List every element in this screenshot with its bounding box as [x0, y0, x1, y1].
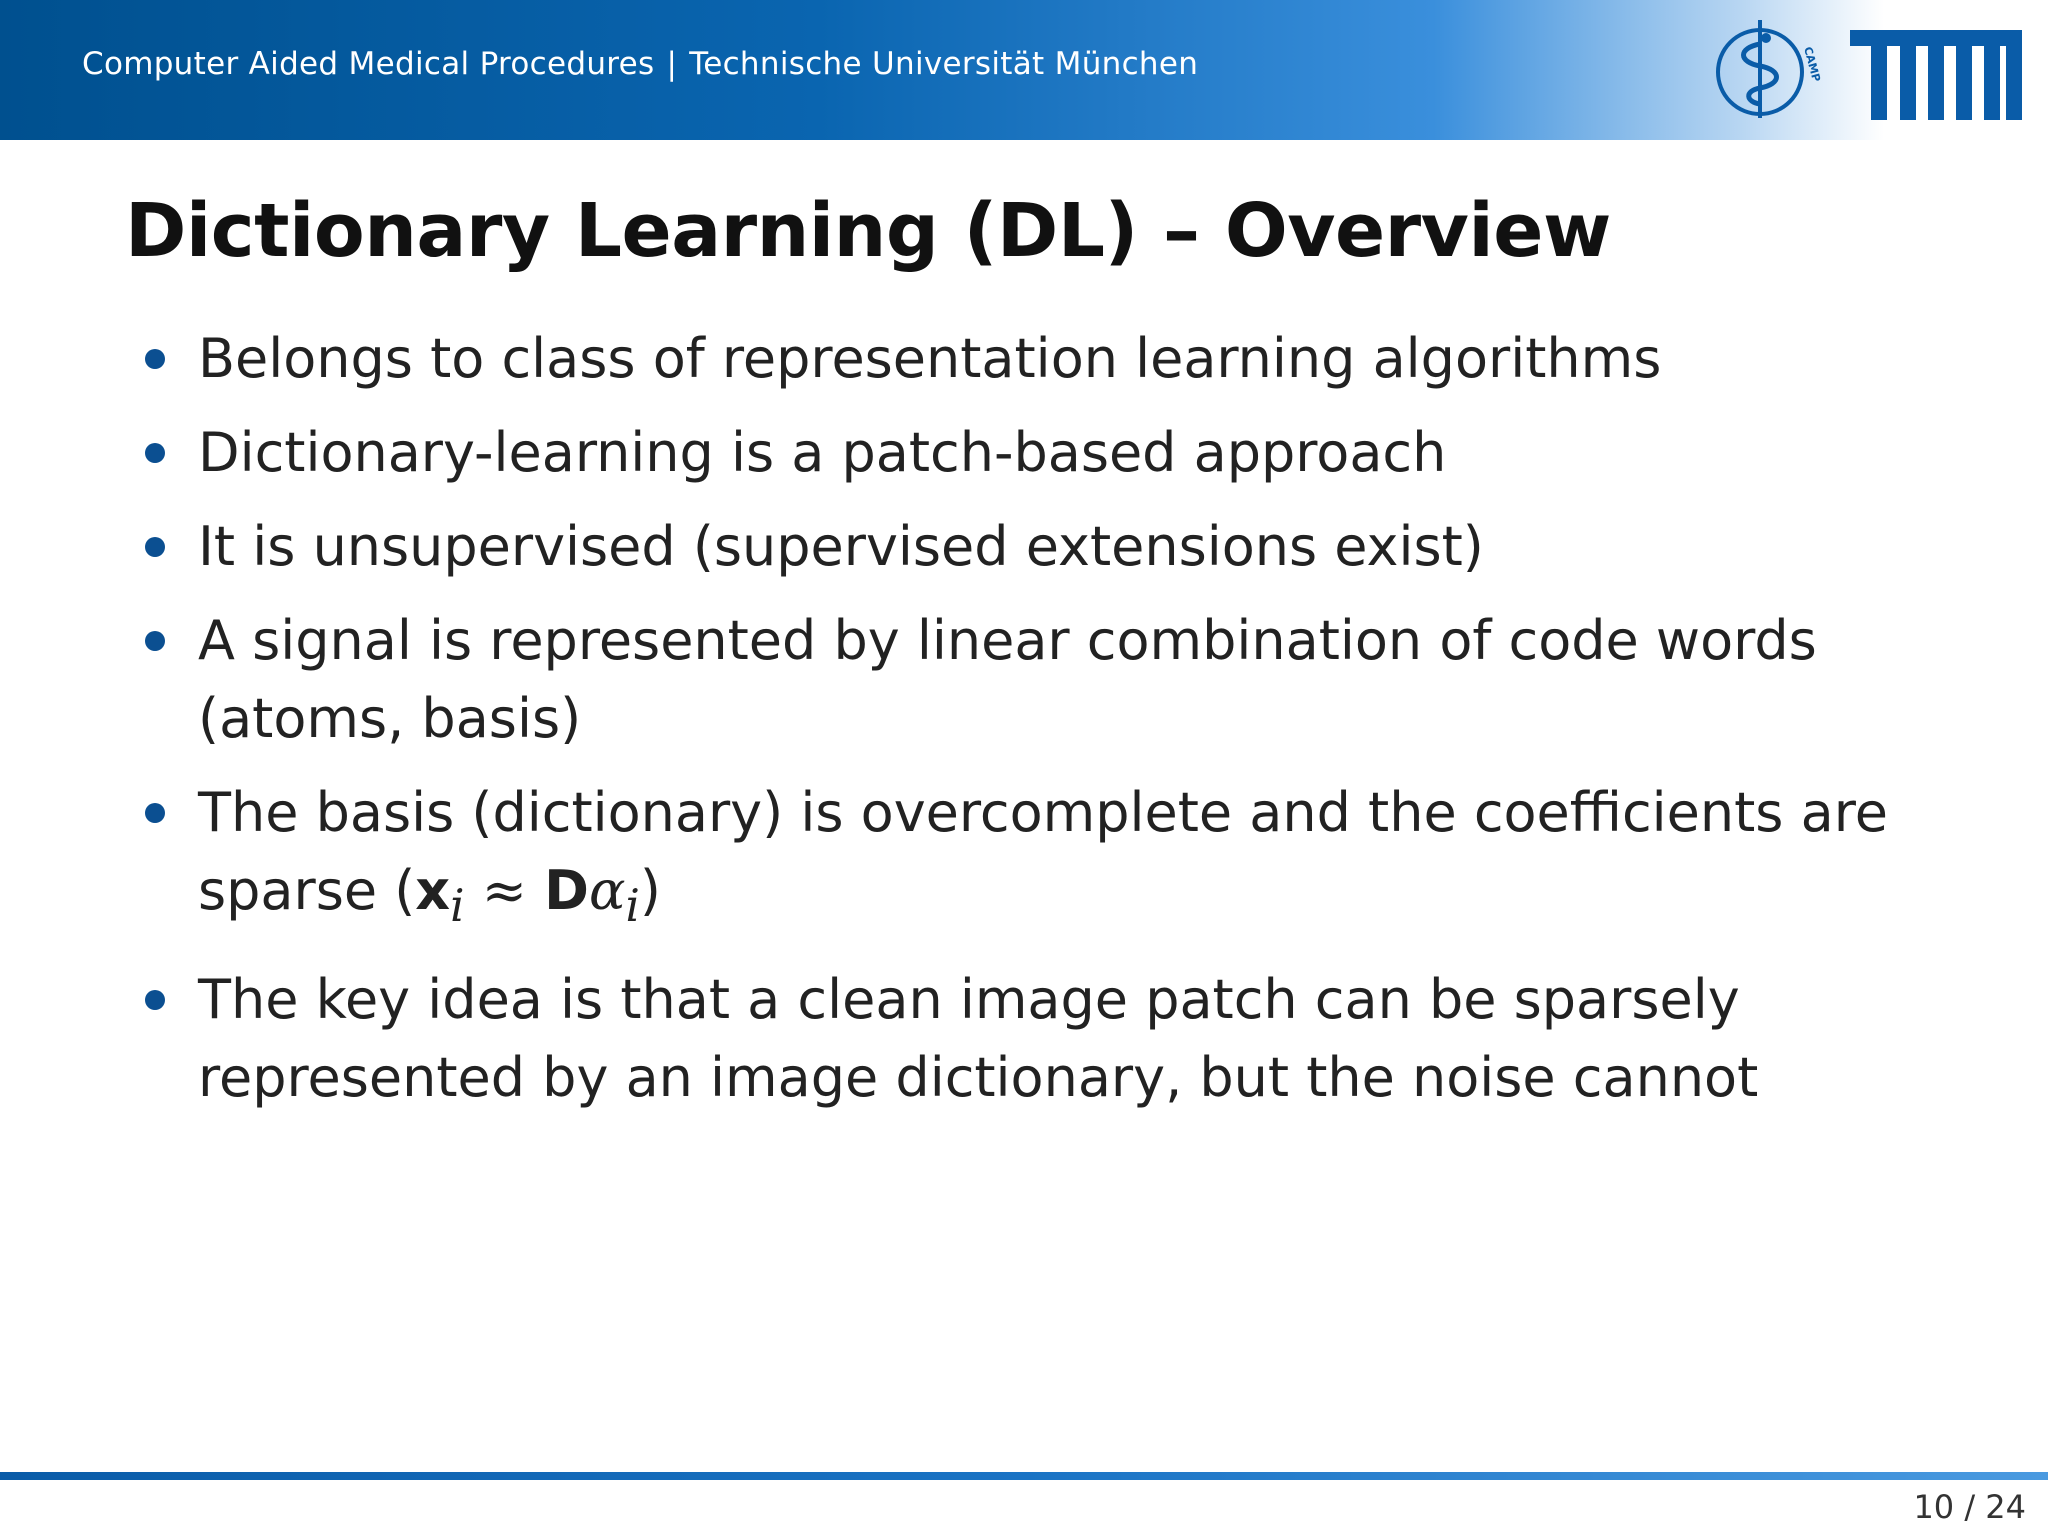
- bullet-text: It is unsupervised (supervised extensions exist): [198, 515, 1484, 578]
- institute-name: Computer Aided Medical Procedures: [82, 46, 655, 82]
- math-approx: ≈: [481, 859, 527, 922]
- bullet-item: [140, 414, 1960, 492]
- camp-logo-text: CAMP: [1801, 45, 1823, 84]
- bullet-item: [140, 602, 1960, 758]
- header-institute-text: [82, 46, 1198, 82]
- bullet-dot-icon: [145, 631, 165, 651]
- bullet-item: [140, 320, 1960, 398]
- bullet-dot-icon: [145, 990, 165, 1010]
- header-separator: |: [666, 46, 678, 82]
- bullet-dot-icon: [145, 537, 165, 557]
- slide-title: Dictionary Learning (DL) – Overview: [125, 188, 1611, 274]
- university-name: Technische Universität München: [689, 46, 1199, 82]
- tum-logo-icon: [1850, 30, 2022, 120]
- footer-bar: [0, 1472, 2048, 1480]
- math-D: D: [544, 859, 589, 922]
- math-subscript-i: i: [625, 878, 640, 932]
- math-subscript-i: i: [450, 878, 465, 932]
- bullet-text: Dictionary-learning is a patch-based approach: [198, 421, 1447, 484]
- math-x: x: [415, 859, 451, 922]
- bullet-text: Belongs to class of representation learning algorithms: [198, 327, 1662, 390]
- bullet-text-after: ): [639, 859, 661, 922]
- camp-logo-icon: [1708, 14, 1823, 126]
- bullet-item: [140, 774, 1960, 945]
- bullet-text: A signal is represented by linear combination of code words (atoms, basis): [198, 609, 1817, 750]
- sparse-formula: [415, 859, 640, 932]
- bullet-item: [140, 961, 1960, 1117]
- bullet-item: [140, 508, 1960, 586]
- current-page: 10: [1913, 1488, 1955, 1526]
- page-number: [1913, 1488, 2026, 1526]
- header-bar: [0, 0, 2048, 140]
- bullet-text: The key idea is that a clean image patch can be sparsely represented by an image dictionary, but the noise cannot: [198, 967, 1759, 1109]
- page-separator: /: [1964, 1488, 1976, 1526]
- bullet-text-before: The basis (dictionary) is overcomplete and the coefficients are sparse (: [198, 781, 1888, 922]
- bullet-dot-icon: [145, 803, 165, 823]
- bullet-dot-icon: [145, 443, 165, 463]
- total-pages: 24: [1985, 1488, 2026, 1526]
- bullet-list: [140, 320, 1960, 1133]
- math-alpha: α: [588, 859, 626, 922]
- bullet-dot-icon: [145, 349, 165, 369]
